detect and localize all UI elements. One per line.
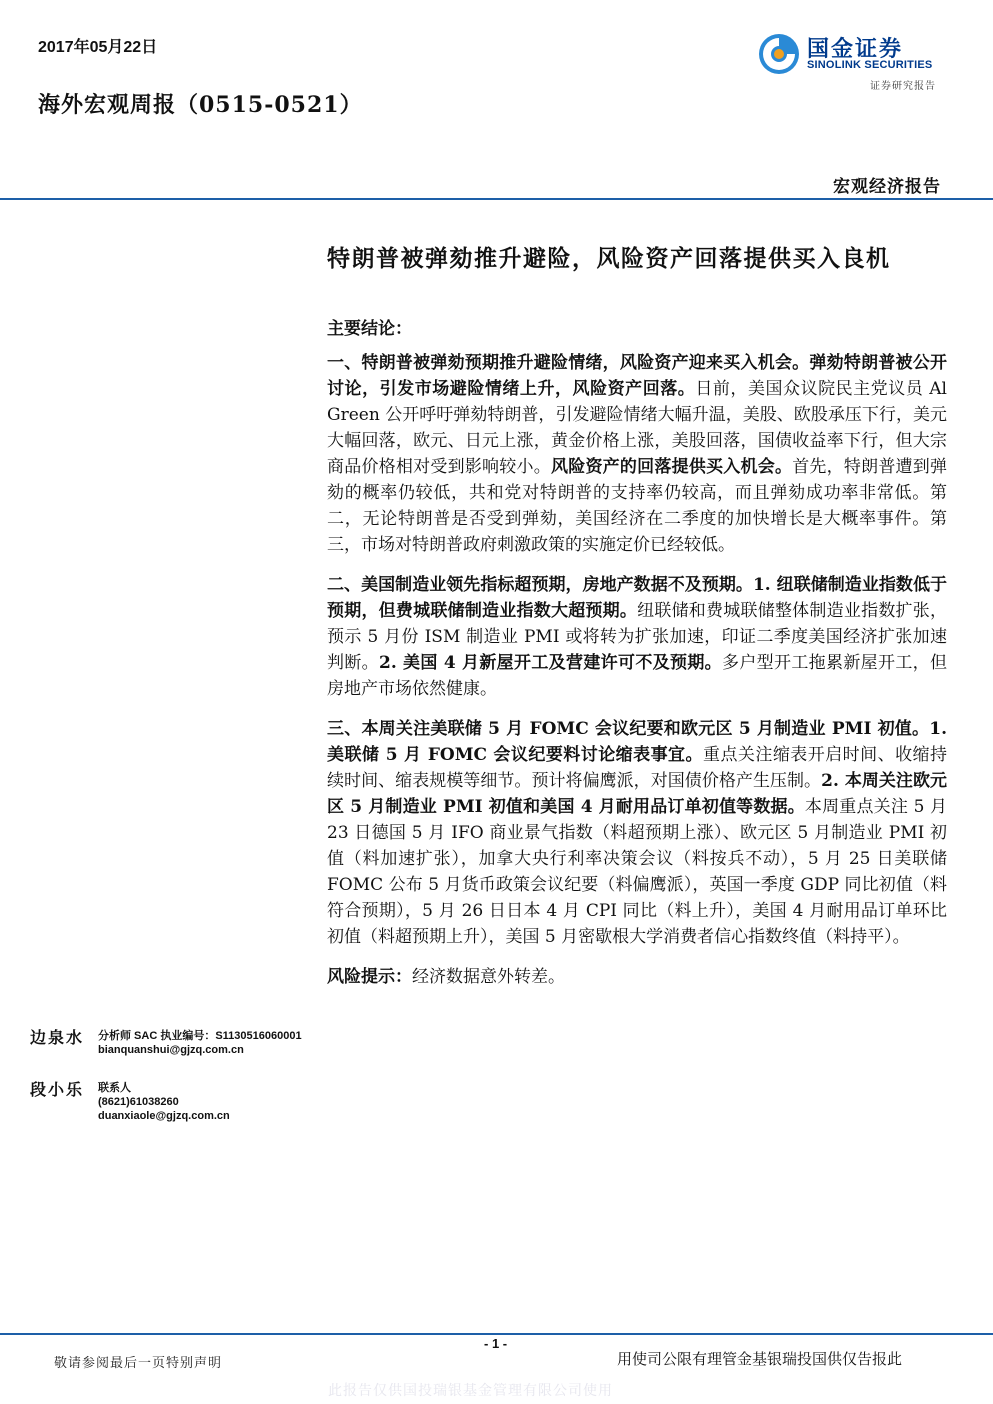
p1-bold-2: 风险资产的回落提供买入机会。: [550, 457, 793, 477]
watermark: 此报告仅供国投瑞银基金管理有限公司使用: [328, 1383, 613, 1399]
p1-bold: 一、特朗普被弹劾预期推升避险情绪，风险资产迎来买入机会。弹劾特朗普被公开讨论，引发市场避险情绪上升，风险资产回落。: [327, 353, 947, 399]
p2-text-2: 多户型开工拖累新屋开工，但房地产市场依然健康。: [327, 653, 947, 699]
p3-text: 重点关注缩表开启时间、收缩持续时间、缩表规模等细节。预计将偏鹰派，对国债价格产生压制。: [327, 745, 947, 791]
report-date: 2017年05月22日: [38, 39, 158, 56]
p1-text-2: 首先，特朗普遭到弹劾的概率仍较低，共和党对特朗普的支持率仍较高，而且弹劾成功率非常低。第二，无论特朗普是否受到弹劾，美国经济在二季度的加快增长是大概率事件。第三，市场对特朗普政府刺激政策的实施定价已经较低。: [327, 457, 948, 555]
analyst-email[interactable]: duanxiaole@gjzq.com.cn: [98, 1110, 230, 1122]
p2-text: 纽联储和费城联储整体制造业指数扩张，预示 5 月份 ISM 制造业 PMI 或将转为扩张加速，印证二季度美国经济扩张加速判断。: [327, 601, 948, 673]
logo-mark-icon: [757, 32, 801, 76]
analyst-role: 联系人: [98, 1082, 131, 1094]
analyst-cert: 分析师 SAC 执业编号：S1130516060001: [98, 1030, 302, 1042]
conclusion-title: 主要结论：: [327, 319, 412, 339]
risk-label: 风险提示：: [327, 967, 412, 987]
paragraph-3: [327, 716, 947, 950]
page-number: - 1 -: [484, 1336, 508, 1351]
analyst-phone: (8621)61038260: [98, 1096, 179, 1108]
headline: 特朗普被弹劾推升避险，风险资产回落提供买入良机: [327, 245, 891, 272]
analyst-item: [30, 1025, 320, 1071]
top-divider: [0, 198, 993, 200]
logo-name-en: SINOLINK SECURITIES: [807, 59, 933, 71]
p2-bold: 二、美国制造业领先指标超预期，房地产数据不及预期。1. 纽联储制造业指数低于预期，但费城联储制造业指数大超预期。: [327, 575, 947, 621]
risk-warning: [327, 964, 947, 990]
logo-name-cn: 国金证券: [807, 37, 904, 62]
analyst-email[interactable]: bianquanshui@gjzq.com.cn: [98, 1044, 244, 1056]
risk-text: 经济数据意外转差。: [412, 967, 565, 987]
analyst-info: [98, 1029, 302, 1057]
bottom-divider: [0, 1333, 993, 1335]
p3-text-2: 本周重点关注 5 月 23 日德国 5 月 IFO 商业景气指数（料超预期上涨）、欧元区 5 月制造业 PMI 初值（料加速扩张），加拿大央行利率决策会议（料按兵不动），5 月 25 日美联储 FOMC 公布 5 月货币政策会议纪要（料偏鹰派），英国一季度 GDP 同比初值（料符合预期），5 月 26 日日本 4 月 CPI 同比（料上升），美国 4 月耐用品订单环比初值（料超预期上升），美国 5 月密歇根大学消费者信心指数终值（料持平）。: [327, 797, 947, 947]
company-logo: [757, 30, 947, 100]
p2-bold-2: 2. 美国 4 月新屋开工及营建许可不及预期。: [379, 653, 722, 673]
report-name: 海外宏观周报（0515-0521）: [38, 92, 363, 118]
analyst-list: [30, 1025, 320, 1129]
p1-text: 日前，美国众议院民主党议员 Al Green 公开呼吁弹劾特朗普，引发避险情绪大幅升温，美股、欧股承压下行，美元大幅回落，欧元、日元上涨，黄金价格上涨，美股回落，国债收益率下行，但大宗商品价格相对受到影响较小。: [327, 379, 947, 477]
paragraph-2: [327, 572, 947, 702]
logo-subtitle: 证券研究报告: [870, 81, 936, 92]
main-body: [327, 316, 947, 1004]
analyst-name: 边泉水: [30, 1028, 85, 1047]
p3-bold: 三、本周关注美联储 5 月 FOMC 会议纪要和欧元区 5 月制造业 PMI 初值。1. 美联储 5 月 FOMC 会议纪要料讨论缩表事宜。: [327, 719, 947, 765]
footer-notice: 用使司公限有理管金基银瑞投国供仅告报此: [617, 1350, 903, 1368]
paragraph-1: [327, 350, 947, 558]
footer-disclaimer: 敬请参阅最后一页特别声明: [54, 1356, 223, 1371]
p3-bold-2: 2. 本周关注欧元区 5 月制造业 PMI 初值和美国 4 月耐用品订单初值等数据。: [327, 771, 948, 817]
analyst-item: [30, 1077, 320, 1123]
analyst-name: 段小乐: [30, 1080, 85, 1099]
report-category: 宏观经济报告: [833, 177, 941, 197]
analyst-info: [98, 1081, 230, 1123]
